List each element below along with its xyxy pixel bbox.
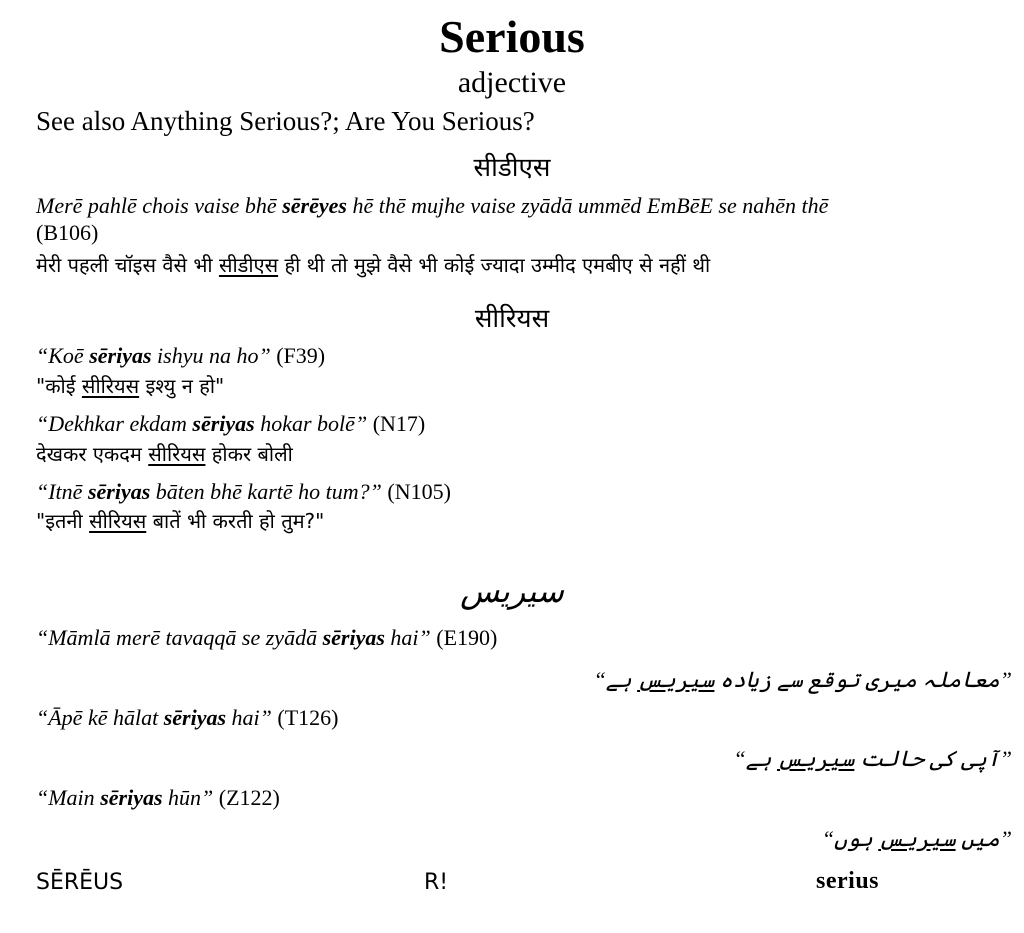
example-romanized: Merē pahlē chois vaise bhē sērēyes hē thē mujhe vaise zyādā ummēd EmBēE se nahēn thē: [36, 193, 829, 218]
see-also-line: See also Anything Serious?; Are You Serious?: [36, 106, 535, 136]
example-reference: (B106): [36, 220, 99, 245]
headword-title: Serious: [439, 11, 585, 62]
footer-center-mark: R!: [424, 870, 449, 895]
example-romanized: “Main sēriyas hūn” (Z122): [36, 785, 280, 810]
section-heading-devanagari-2: सीरियस: [474, 304, 550, 334]
section-heading-devanagari-1: सीडीएस: [473, 153, 551, 183]
part-of-speech: adjective: [457, 66, 567, 99]
example-romanized: “Āpē kē hālat sēriyas hai” (T126): [36, 705, 339, 730]
example-urdu: ”آپی کی حالت سیریس ہے“: [733, 746, 1012, 771]
example-devanagari: देखकर एकदम सीरियस होकर बोली: [36, 442, 293, 466]
example-devanagari: "कोई सीरियस इश्यु न हो": [36, 374, 225, 398]
example-devanagari: मेरी पहली चॉइस वैसे भी सीडीएस ही थी तो मुझे वैसे भी कोई ज्यादा उम्मीद एमबीए से नहीं थी: [36, 253, 711, 277]
section-heading-urdu: سیریس: [460, 573, 564, 609]
example-romanized: “Koē sēriyas ishyu na ho” (F39): [36, 343, 326, 368]
example-urdu: ”میں سیریس ہوں“: [821, 826, 1012, 851]
footer-left-transliteration: SĒRĒUS: [36, 870, 124, 895]
example-romanized: “Itnē sēriyas bāten bhē kartē ho tum?” (N105): [36, 479, 451, 504]
example-devanagari: "इतनी सीरियस बातें भी करती हो तुम?": [36, 509, 325, 533]
example-urdu: ”معاملہ میری توقع سے زیادہ سیریس ہے“: [593, 667, 1012, 692]
example-romanized: “Dekhkar ekdam sēriyas hokar bolē” (N17): [36, 411, 426, 436]
footer-right-spelling: serius: [816, 868, 879, 894]
example-romanized: “Māmlā merē tavaqqā se zyādā sēriyas hai” (E190): [36, 625, 498, 650]
